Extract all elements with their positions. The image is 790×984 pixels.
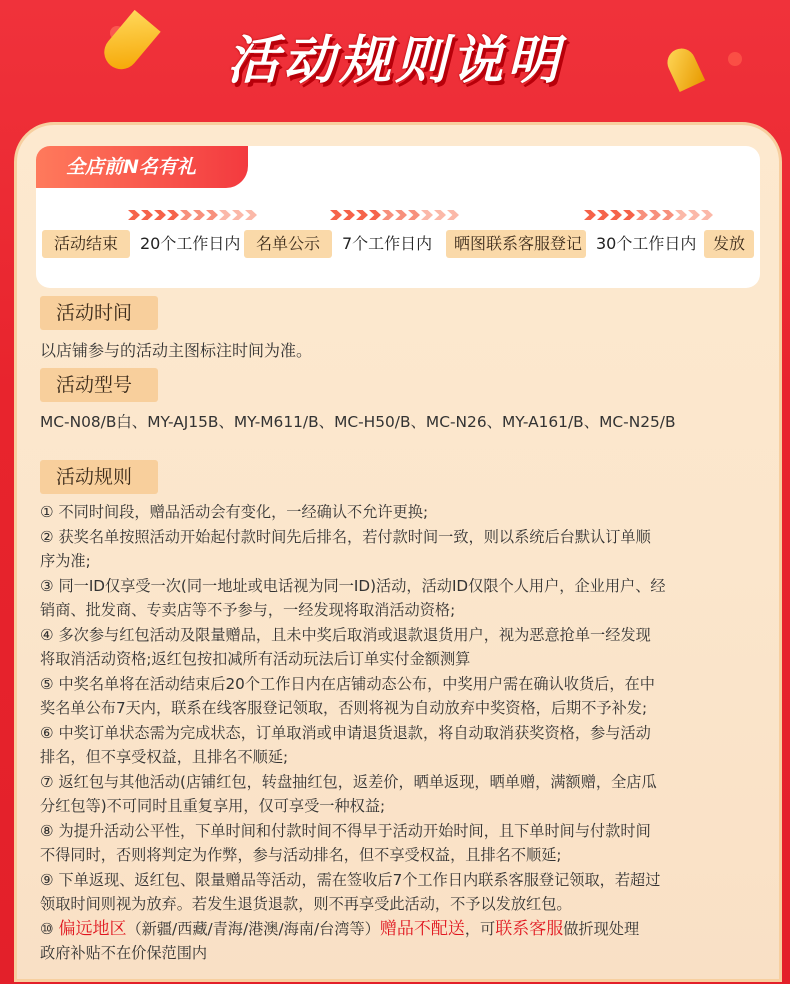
page-title: 活动规则说明	[226, 31, 563, 91]
duration-2: 7个工作日内	[342, 234, 433, 253]
rule-6-line-1: ⑥ 中奖订单状态需为完成状态，订单取消或申请退货退款，将自动取消获奖资格，参与活动	[40, 723, 651, 742]
rule-10-can: ，可	[464, 919, 496, 938]
rule-5-line-2: 奖名单公布7天内，联系在线客服登记领取，否则将视为自动放弃中奖资格，后期不予补发;	[40, 699, 648, 717]
rule-4-line-2: 将取消活动资格;返红包按扣减所有活动玩法后订单实付金额测算	[40, 650, 471, 668]
step-contact-service: 晒图联系客服登记	[446, 230, 586, 258]
duration-3: 30个工作日内	[596, 234, 697, 253]
rule-10-regions: （新疆/西藏/青海/港澳/海南/台湾等）	[126, 919, 380, 938]
rule-4-line-1: ④ 多次参与红包活动及限量赠品，且未中奖后取消或退款退货用户，视为恶意抢单一经发现	[40, 625, 651, 644]
rule-10-remote-areas: 偏远地区	[58, 918, 127, 939]
rule-9-line-2: 领取时间则视为放弃。若发生退货退款，则不再享受此活动，不予以发放红包。	[40, 895, 572, 913]
rule-3-line-1: ③ 同一ID仅享受一次(同一地址或电话视为同一ID)活动，活动ID仅限个人用户，企业用户、经	[40, 576, 666, 595]
rule-6-line-2: 排名，但不享受权益，且排名不顺延;	[40, 748, 289, 766]
section-tag-model: 活动型号	[40, 368, 158, 402]
rule-3-line-2: 销商、批发商、专卖店等不予参与，一经发现将取消活动资格;	[40, 601, 456, 619]
title-wrap	[0, 18, 790, 93]
rule-2-line-2: 序为准;	[40, 552, 91, 570]
section-tag-time: 活动时间	[40, 296, 158, 330]
rule-9-line-1: ⑨ 下单返现、返红包、限量赠品等活动，需在签收后7个工作日内联系客服登记领取，若超过	[40, 870, 661, 889]
rule-1-line-1: ① 不同时间段，赠品活动会有变化，一经确认不允许更换;	[40, 503, 429, 521]
arrow-chevrons-2	[330, 210, 460, 226]
rule-8-line-1: ⑧ 为提升活动公平性，下单时间和付款时间不得早于活动开始时间，且下单时间与付款时间	[40, 821, 651, 840]
timeline-tag: 全店前N名有礼	[36, 146, 248, 188]
step-distribute: 发放	[704, 230, 754, 258]
rules-list	[40, 500, 760, 966]
rule-10-line-1	[40, 917, 760, 942]
rule-5-line-1: ⑤ 中奖名单将在活动结束后20个工作日内在店铺动态公布，中奖用户需在确认收货后，在中	[40, 674, 655, 693]
rule-10-no-gift: 赠品不配送	[379, 918, 465, 939]
rule-2-line-1: ② 获奖名单按照活动开始起付款时间先后排名，若付款时间一致，则以系统后台默认订单顺	[40, 527, 651, 546]
step-activity-end: 活动结束	[42, 230, 130, 258]
duration-1: 20个工作日内	[140, 234, 241, 253]
section-tag-rules: 活动规则	[40, 460, 158, 494]
step-list-announce: 名单公示	[244, 230, 332, 258]
rule-10-tail: 做折现处理	[563, 919, 640, 938]
rule-10-line-2: 政府补贴不在价保范围内	[40, 944, 208, 962]
arrow-chevrons-1	[128, 210, 258, 226]
arrow-chevrons-3	[584, 210, 714, 226]
rule-10-number: ⑩	[40, 919, 54, 938]
time-text: 以店铺参与的活动主图标注时间为准。	[40, 341, 313, 360]
model-text: MC-N08/B白、MY-AJ15B、MY-M611/B、MC-H50/B、MC-N26、MY-A161/B、MC-N25/B	[40, 413, 676, 431]
rule-7-line-1: ⑦ 返红包与其他活动(店铺红包，转盘抽红包，返差价，晒单返现，晒单赠，满额赠，全店瓜	[40, 772, 657, 791]
rule-10-contact-service: 联系客服	[495, 918, 564, 939]
rule-8-line-2: 不得同时，否则将判定为作弊，参与活动排名，但不享受权益，且排名不顺延;	[40, 846, 562, 864]
rule-7-line-2: 分红包等)不可同时且重复享用，仅可享受一种权益;	[40, 797, 386, 815]
timeline-card	[36, 146, 760, 288]
